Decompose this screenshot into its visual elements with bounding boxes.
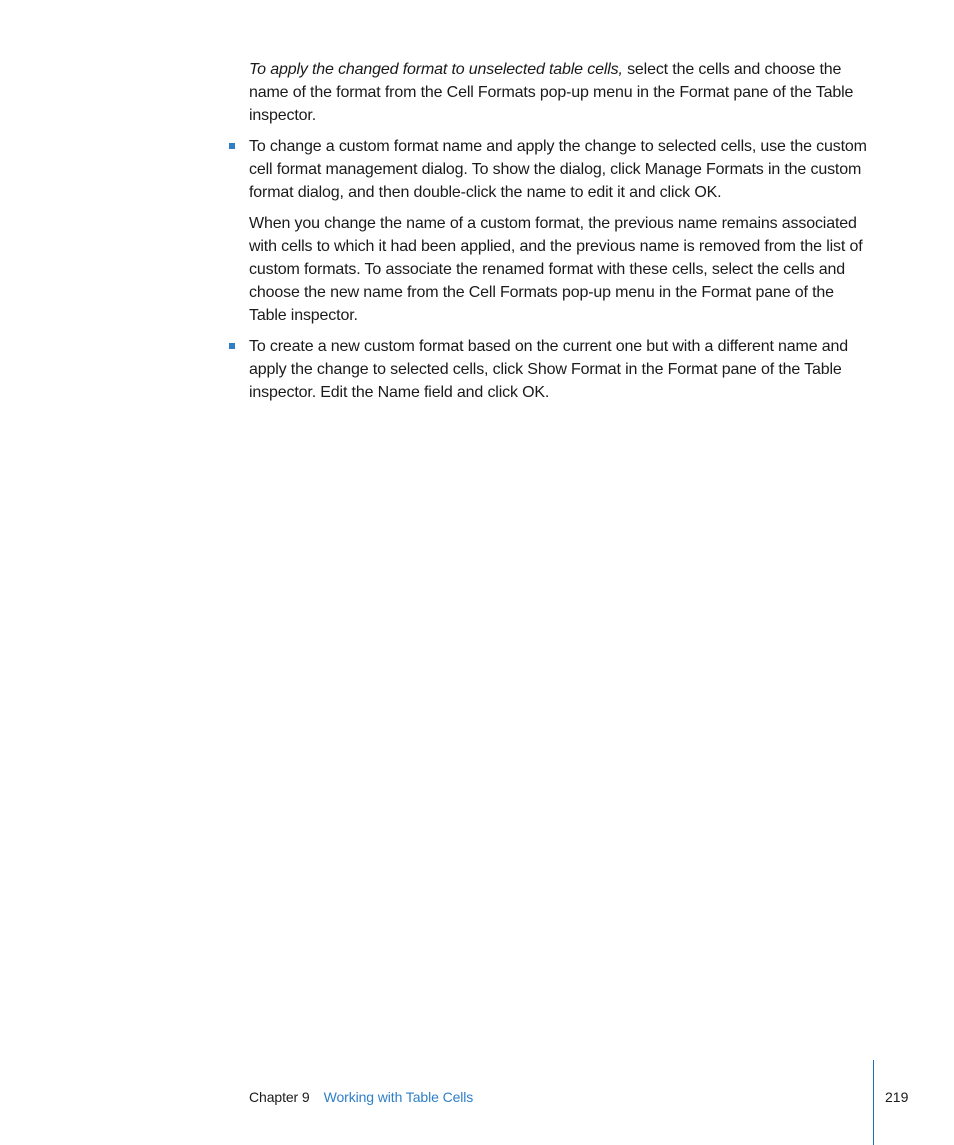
intro-paragraph xyxy=(249,58,869,127)
bullet-item xyxy=(249,335,869,404)
page-number: 219 xyxy=(885,1089,909,1105)
bullet-text: To create a new custom format based on the current one but with a different name and apply the change to selected cells, click Show Format in the Format pane of the Table inspector. Edit the Name field and click OK. xyxy=(249,338,849,401)
footer-divider xyxy=(873,1060,874,1145)
page-body xyxy=(249,58,869,412)
square-bullet-icon xyxy=(229,343,235,349)
intro-rest: select the cells and choose the name of the format from the Cell Formats pop-up menu in the Format pane of the Table inspector. xyxy=(249,61,854,124)
chapter-label: Chapter 9 xyxy=(249,1089,310,1105)
bullet-item xyxy=(249,135,869,204)
bullet-text: To change a custom format name and apply the change to selected cells, use the custom cell format management dialog. To show the dialog, click Manage Formats in the custom format dialog, and then double-click the name to edit it and click OK. xyxy=(249,138,867,201)
chapter-title: Working with Table Cells xyxy=(323,1089,474,1105)
square-bullet-icon xyxy=(229,143,235,149)
intro-italic-lead: To apply the changed format to unselected table cells, xyxy=(249,61,623,78)
bullet-followup-paragraph: When you change the name of a custom format, the previous name remains associated with cells to which it had been applied, and the previous name is removed from the list of custom formats. To associate the renamed format with these cells, select the cells and choose the new name from the Cell Formats pop-up menu in the Format pane of the Table inspector. xyxy=(249,215,863,324)
page-footer xyxy=(249,1088,473,1106)
